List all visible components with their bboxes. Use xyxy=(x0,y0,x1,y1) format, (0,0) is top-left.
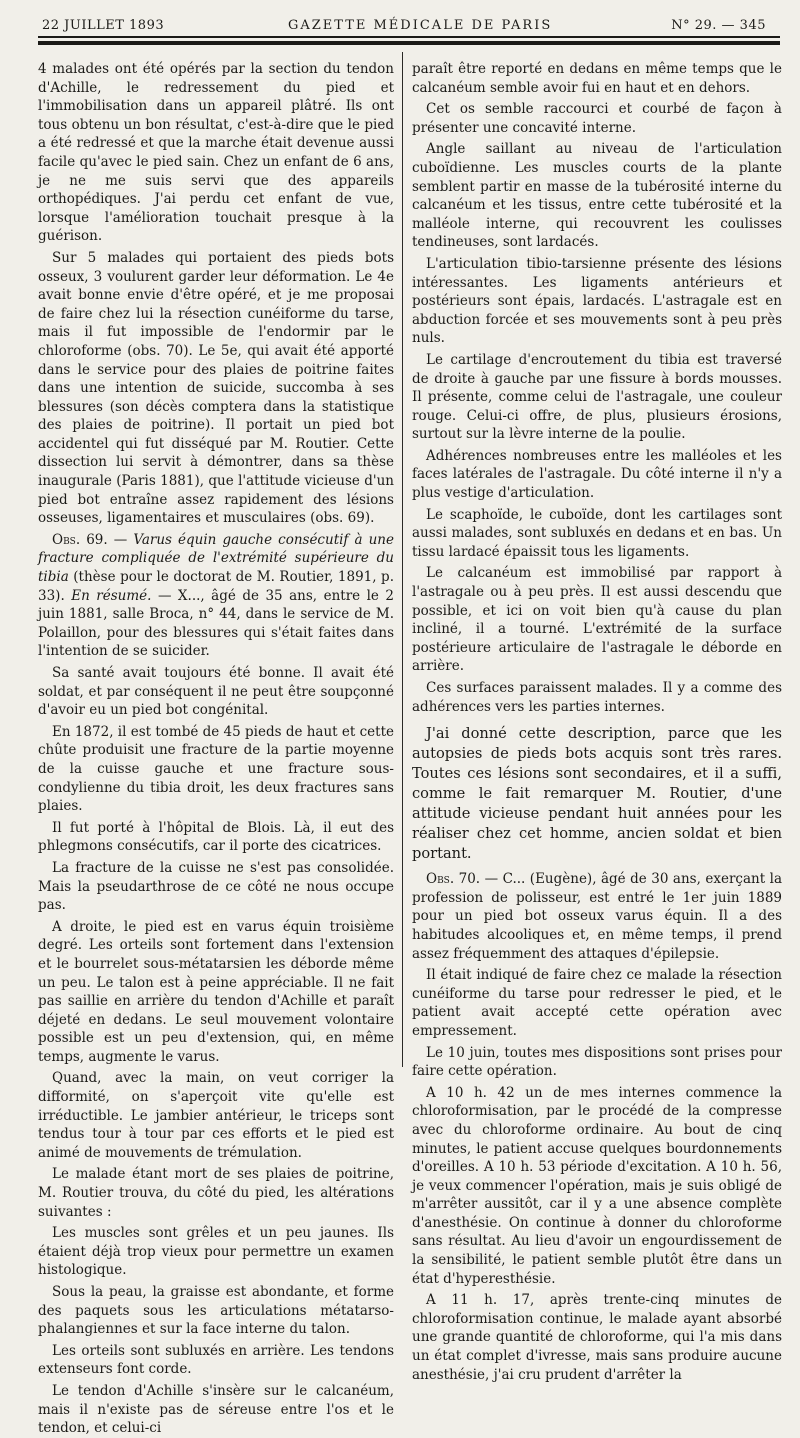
paragraph: Les muscles sont grêles et un peu jaunes. Ils étaient déjà trop vieux pour permettre un examen histologique. xyxy=(38,1225,394,1279)
paragraph: L'articulation tibio-tarsienne présente des lésions intéressantes. Les ligaments antérieurs et postérieurs sont épais, lardacés. L'astragale est en abduction forcée et ses mouvements sont à peu près nuls. xyxy=(412,255,782,347)
paragraph: Sur 5 malades qui portaient des pieds bots osseux, 3 voulurent garder leur déformation. Le 4e avait bonne envie d'être opéré, et je me proposai de faire chez lui la résection cunéiforme du tarse, mais il fut impossible de l'endormir par le chloroforme (obs. 70). Le 5e, qui avait été apporté dans le service pour des plaies de poitrine faites dans une intention de suicide, succomba à ses blessures (son décès comptera dans la statistique des plaies de poitrine). Il portait un pied bot accidentel qui fut disséqué par M. Routier. Cette dissection lui servit à démontrer, dans sa thèse inaugurale (Paris 1881), que l'attitude vicieuse d'un pied bot entraîne assez rapidement des lésions osseuses, ligamentaires et musculaires (obs. 69). xyxy=(38,249,394,527)
paragraph: La fracture de la cuisse ne s'est pas consolidée. Mais la pseudarthrose de ce côté ne nous occupe pas. xyxy=(38,859,394,914)
paragraph: Le tendon d'Achille s'insère sur le calcanéum, mais il n'existe pas de séreuse entre l'os et le tendon, et celui-ci xyxy=(38,1382,394,1437)
paragraph: Ces surfaces paraissent malades. Il y a comme des adhérences vers les parties internes. xyxy=(412,680,782,715)
header-rule-thick xyxy=(38,41,780,45)
observation-text: — C... (Eugène), âgé de 30 ans, exerçant la profession de polisseur, est entré le 1er juin 1889 pour un pied bot osseux varus équin. Il a des habitudes alcooliques et, en même temps, il prend assez fréquemment des attaques d'épilepsie. xyxy=(412,871,783,962)
paragraph: A 10 h. 42 un de mes internes commence la chloroformisation, par le procédé de la compresse avec du chloroforme ordinaire. Au bout de cinq minutes, le patient accuse quelques bourdonnements d'oreilles. A 10 h. 53 période d'excitation. A 10 h. 56, je veux commencer l'opération, mais je suis obligé de m'arrêter aussitôt, car il y a une absence complète d'anesthésie. On continue à donner du chloroforme sans résultat. Au lieu d'avoir un engourdissement de la sensibilité, le patient semble plutôt être dans un état d'hyperesthésie. xyxy=(412,1084,782,1287)
observation-title: Varus équin gauche consécutif à une fracture compliquée de l'extrémité supérieure du tibia xyxy=(38,531,394,586)
paragraph: Sa santé avait toujours été bonne. Il avait été soldat, et par conséquent il ne peut être soupçonné d'avoir eu un pied bot congénital. xyxy=(38,665,394,719)
paragraph: Le calcanéum est immobilisé par rapport à l'astragale ou à peu près. Il est aussi descendu que possible, et ici on voit bien qu'à cause du plan incliné, il a tourné. L'extrémité de la surface postérieure articulaire de l'astragale le déborde en arrière. xyxy=(412,565,782,675)
paragraph: A 11 h. 17, après trente-cinq minutes de chloroformisation continue, le malade ayant absorbé une grande quantité de chloroforme, qui l'a mis dans un état complet d'ivresse, mais sans produire aucune anesthésie, j'ai cru prudent d'arrêter la xyxy=(412,1292,782,1383)
paragraph: Quand, avec la main, on veut corriger la difformité, on s'aperçoit vite qu'elle est irréductible. Le jambier antérieur, le triceps sont tendus tour à tour par ces efforts et le pied est animé de mouvements de trémulation. xyxy=(38,1070,394,1161)
observation-label: Obs. 70. xyxy=(426,871,481,888)
paragraph: Angle saillant au niveau de l'articulation cuboïdienne. Les muscles courts de la plante semblent partir en masse de la tubérosité interne du calcanéum et les tissus, entre cette tubérosité et la malléole interne, qui recouvrent les coulisses tendineuses, sont lardacés. xyxy=(412,141,782,251)
column-divider xyxy=(402,52,403,1067)
paragraph: Sous la peau, la graisse est abondante, et forme des paquets sous les articulations métatarso-phalangiennes et sur la face interne du talon. xyxy=(38,1284,394,1338)
issue-date: 22 JUILLET 1893 xyxy=(42,18,165,33)
paragraph: 4 malades ont été opérés par la section du tendon d'Achille, le redressement du pied et l'immobilisation dans un appareil plâtré. Ils ont tous obtenu un bon résultat, c'est-à-dire que le pied a été redressé et que la marche était devenue aussi facile qu'avec le pied sain. Chez un enfant de 6 ans, je ne me suis servi que des appareils orthopédiques. J'ai perdu cet enfant de vue, lorsque l'amélioration touchait presque à la guérison. xyxy=(38,61,394,245)
paragraph: A droite, le pied est en varus équin troisième degré. Les orteils sont fortement dans l'extension et le bourrelet sous-métatarsien les déborde même un peu. Le talon est à peine appréciable. Il ne fait pas saillie en arrière du tendon d'Achille et paraît déjeté en dedans. Le seul mouvement volontaire possible est un peu d'extension, qui, en même temps, augmente le varus. xyxy=(38,918,394,1065)
paragraph: En 1872, il est tombé de 45 pieds de haut et cette chûte produisit une fracture de la partie moyenne de la cuisse gauche et une fracture sous-condylienne du tibia droit, les deux fractures sans plaies. xyxy=(38,723,394,815)
observation-label: Obs. 69. xyxy=(52,531,108,548)
observation-70 xyxy=(412,870,782,963)
paragraph: paraît être reporté en dedans en même temps que le calcanéum semble avoir fui en haut et en dehors. xyxy=(412,61,782,96)
paragraph: Le malade étant mort de ses plaies de poitrine, M. Routier trouva, du côté du pied, les altérations suivantes : xyxy=(38,1166,394,1220)
paragraph: Il fut porté à l'hôpital de Blois. Là, il eut des phlegmons consécutifs, car il porte des cicatrices. xyxy=(38,819,394,855)
page-number: N° 29. — 345 xyxy=(671,18,766,33)
paragraph: Les orteils sont subluxés en arrière. Les tendons extenseurs font corde. xyxy=(38,1342,394,1378)
paragraph: Adhérences nombreuses entre les malléoles et les faces latérales de l'astragale. Du côté interne il n'y a plus vestige d'articulation. xyxy=(412,447,782,502)
observation-69: Obs. 69. — Varus équin gauche consécutif à une fracture compliquée de l'extrémité supérieure du tibia (thèse pour le doctorat de M. Routier, 1891, p. 33). En résumé. — X..., âgé de 35 ans, entre le 2 juin 1881, salle Broca, n° 44, dans le service de M. Polaillon, pour des blessures qui s'était faites dans l'intention de se suicider. xyxy=(38,531,394,660)
paragraph: Le cartilage d'encroutement du tibia est traversé de droite à gauche par une fissure à bords mousses. Il présente, comme celui de l'astragale, une couleur rouge. Celui-ci offre, de plus, plusieurs érosions, surtout sur la lèvre interne de la poulie. xyxy=(412,351,782,443)
left-column xyxy=(38,60,394,1437)
observation-source: (thèse pour le doctorat de M. Routier, 1891, p. 33). xyxy=(38,569,394,604)
paragraph: Le scaphoïde, le cuboïde, dont les cartilages sont aussi malades, sont subluxés en dedans et en bas. Un tissu lardacé épaissit tous les ligaments. xyxy=(412,506,782,560)
paragraph: Cet os semble raccourci et courbé de façon à présenter une concavité interne. xyxy=(412,101,782,136)
paragraph: Il était indiqué de faire chez ce malade la résection cunéiforme du tarse pour redresser le pied, et le patient avait accepté cette opération avec empressement. xyxy=(412,967,782,1039)
header-rule-thin xyxy=(38,36,780,38)
journal-title: GAZETTE MÉDICALE DE PARIS xyxy=(288,18,553,33)
observation-resume-label: En résumé. xyxy=(71,587,152,604)
observation-text: — X..., âgé de 35 ans, entre le 2 juin 1881, salle Broca, n° 44, dans le service de M. Polaillon, pour des blessures qui s'était faites dans l'intention de se suicider. xyxy=(38,587,394,660)
right-column xyxy=(412,60,783,1383)
paragraph: Le 10 juin, toutes mes dispositions sont prises pour faire cette opération. xyxy=(412,1044,782,1080)
paragraph: J'ai donné cette description, parce que les autopsies de pieds bots acquis sont très rares. Toutes ces lésions sont secondaires, et il a suffi, comme le fait remarquer M. Routier, d'une attitude vicieuse pendant huit années pour les réaliser chez cet homme, ancien soldat et bien portant. xyxy=(412,725,782,863)
